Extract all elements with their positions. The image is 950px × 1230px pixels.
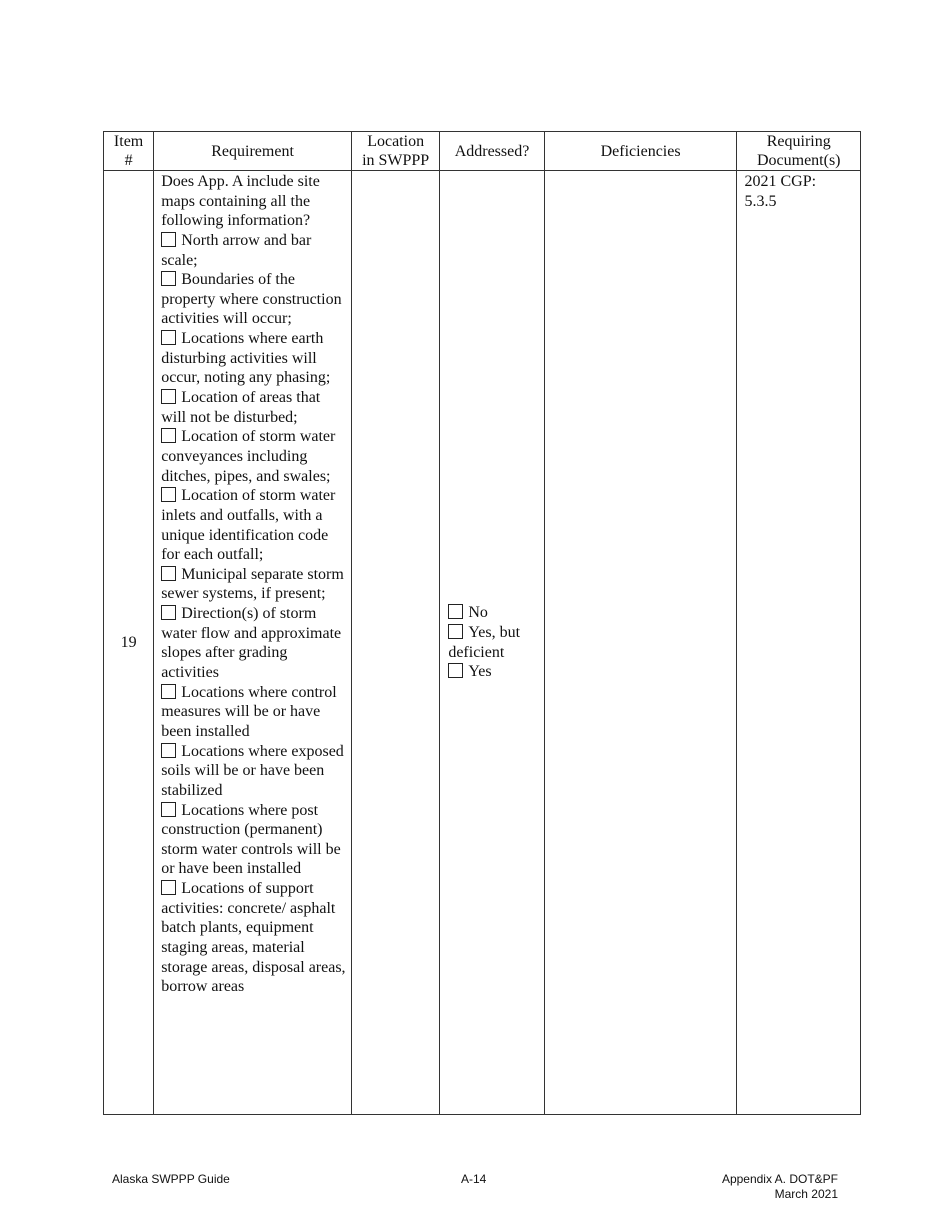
option-yes-label: Yes (468, 663, 492, 681)
footer-appendix-line1: Appendix A. DOT&PF (721, 1172, 838, 1186)
checklist-item (161, 427, 347, 486)
checklist-item (161, 388, 347, 427)
checklist-item (161, 270, 347, 329)
footer-guide-title: Alaska SWPPP Guide (112, 1172, 230, 1186)
requiring-document-line1: 2021 CGP: (744, 173, 817, 190)
option-yes (448, 662, 543, 682)
checkbox-ms4[interactable] (161, 566, 176, 581)
checkbox-yes-but-deficient[interactable] (448, 624, 463, 639)
checkbox-earth-disturbing[interactable] (161, 330, 176, 345)
requiring-documents-cell (737, 171, 861, 1115)
table-row (104, 171, 861, 1115)
checklist-item (161, 801, 347, 880)
checklist-label: Locations where earth disturbing activities will occur, noting any phasing; (161, 330, 331, 387)
option-yes-but-label: Yes, but (468, 623, 521, 641)
checklist-label: Locations where control measures will be or have been installed (161, 683, 337, 740)
checkbox-no[interactable] (448, 604, 463, 619)
checklist-label: Direction(s) of storm water flow and approximate slopes after grading activities (161, 605, 342, 682)
footer-page-number: A-14 (461, 1172, 487, 1186)
header-item-line1: Item (113, 133, 144, 150)
addressed-cell (440, 171, 544, 1115)
option-no-label: No (468, 604, 488, 622)
footer-appendix-date: March 2021 (774, 1187, 838, 1201)
requiring-document-line2: 5.3.5 (744, 192, 777, 210)
item-number: 19 (104, 171, 154, 1115)
checklist-label: Municipal separate storm sewer systems, if present; (161, 565, 344, 603)
location-in-swppp-cell[interactable] (351, 171, 439, 1115)
checkbox-property-boundaries[interactable] (161, 271, 176, 286)
header-location-line2: in SWPPP (362, 152, 430, 169)
header-requiring-line2: Document(s) (756, 152, 841, 169)
checklist-label: Location of storm water conveyances including ditches, pipes, and swales; (161, 428, 336, 485)
table-header-row (104, 132, 861, 171)
checkbox-inlets-outfalls[interactable] (161, 487, 176, 502)
deficiencies-cell[interactable] (544, 171, 737, 1115)
checklist-label: Location of storm water inlets and outfalls, with a unique identification code for each outfall; (161, 487, 336, 564)
header-item (104, 132, 154, 171)
checkbox-north-arrow[interactable] (161, 232, 176, 247)
checkbox-post-construction[interactable] (161, 802, 176, 817)
checklist-label: Locations where exposed soils will be or have been stabilized (161, 742, 344, 799)
checklist-label: Location of areas that will not be disturbed; (161, 389, 321, 426)
option-yes-but (448, 623, 543, 643)
header-location (351, 132, 439, 171)
checkbox-stabilized-soils[interactable] (161, 743, 176, 758)
checkbox-control-measures[interactable] (161, 684, 176, 699)
checklist-item (161, 683, 347, 742)
option-deficient-label: deficient (448, 643, 505, 661)
header-item-line2: # (124, 152, 133, 169)
requirement-intro: Does App. A include site maps containing all the following information? (161, 173, 320, 230)
checkbox-undisturbed-areas[interactable] (161, 389, 176, 404)
footer-appendix (722, 1172, 838, 1202)
option-no (448, 603, 543, 623)
checklist-label: Boundaries of the property where construction activities will occur; (161, 271, 342, 328)
checklist-item (161, 231, 347, 270)
checkbox-flow-direction[interactable] (161, 605, 176, 620)
header-addressed: Addressed? (440, 132, 544, 171)
checklist-item (161, 565, 347, 604)
checkbox-support-activities[interactable] (161, 880, 176, 895)
checklist-label: North arrow and bar scale; (161, 231, 312, 269)
header-requirement: Requirement (154, 132, 352, 171)
requirement-cell (154, 171, 352, 1115)
checklist-item (161, 604, 347, 683)
header-deficiencies: Deficiencies (544, 132, 737, 171)
checklist-item (161, 486, 347, 565)
header-requiring-line1: Requiring (766, 133, 831, 150)
header-location-line1: Location (367, 133, 425, 150)
swppp-checklist-table (103, 131, 861, 1115)
checklist-item (161, 742, 347, 801)
checklist-label: Locations where post construction (permanent) storm water controls will be or have been installed (161, 801, 341, 878)
checkbox-yes[interactable] (448, 663, 463, 678)
checklist-label: Locations of support activities: concrete/ asphalt batch plants, equipment staging areas, material storage areas, disposal areas, borrow areas (161, 880, 346, 996)
checkbox-conveyances[interactable] (161, 428, 176, 443)
checklist-item (161, 329, 347, 388)
checklist-item (161, 879, 347, 997)
header-requiring-documents (737, 132, 861, 171)
